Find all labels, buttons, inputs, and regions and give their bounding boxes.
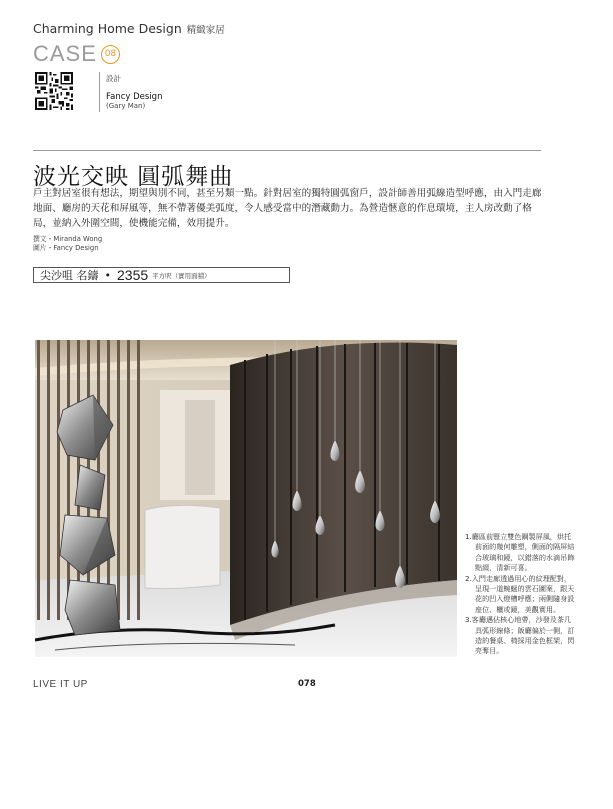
byline-writer: 撰文・Miranda Wong [33, 235, 103, 243]
section-brand: Charming Home Design [33, 21, 182, 36]
property-info-box [33, 267, 290, 283]
caption-item: 2.入門走廊透過用心的紋理配對，呈現一道蜿蜒的雲石圖案，跟天花的凹入燈槽呼應；兩側隨身設座位、櫃或鏡，美觀實用。 [465, 573, 575, 614]
qr-code-icon[interactable] [35, 72, 73, 110]
caption-item: 1.廳區前豎立雙色鋼製屏風，烘托前面的幾何雕塑，側面的隔屏結合玻璃和鏡，以錯落的水滴吊飾點綴，清新可喜。 [465, 532, 575, 573]
page-number: 078 [298, 679, 316, 689]
article-title: 波光交映 圓弧舞曲 [33, 164, 234, 190]
property-area-unit: 平方呎（實用面積） [152, 271, 211, 280]
credit-designer: (Gary Man) [106, 102, 146, 110]
property-location: 尖沙咀 名鑄 [40, 269, 99, 282]
credit-divider [99, 72, 100, 112]
case-label-row [33, 42, 120, 66]
magazine-section-header [33, 21, 225, 36]
footer-brand: LIVE IT UP [33, 679, 88, 690]
title-divider [33, 150, 541, 151]
photo-captions [465, 532, 578, 657]
case-label: CASE [33, 41, 97, 66]
interior-photo [35, 340, 457, 657]
caption-item: 3.客廳邁佔核心地帶，沙發及茶几具弧形線條；飯廳偏於一側，訂造的餐桌、椅採用金色框架，閃亮奪目。 [465, 615, 575, 656]
info-bullet: • [104, 268, 111, 282]
credit-company: Fancy Design [106, 92, 163, 102]
credit-role: 設計 [106, 74, 121, 83]
case-number-badge: 08 [101, 45, 120, 64]
property-area: 2355 [117, 267, 149, 283]
article-intro: 戶主對居室很有想法，期望與別不同，甚至另類一點。針對居室的獨特圓弧窗戶，設計師善用弧線造型呼應，由入門走廊地面、廳房的天花和屏風等，無不帶著優美弧度，令人感受當中的潛藏動力。為營造愜意的作息環境，主人房改動了格局，並納入外圍空間，使機能完備，效用提升。 [33, 188, 542, 229]
article-byline [33, 235, 102, 253]
section-brand-zh: 精緻家居 [186, 25, 225, 36]
byline-photographer: 圖片・Fancy Design [33, 244, 99, 252]
